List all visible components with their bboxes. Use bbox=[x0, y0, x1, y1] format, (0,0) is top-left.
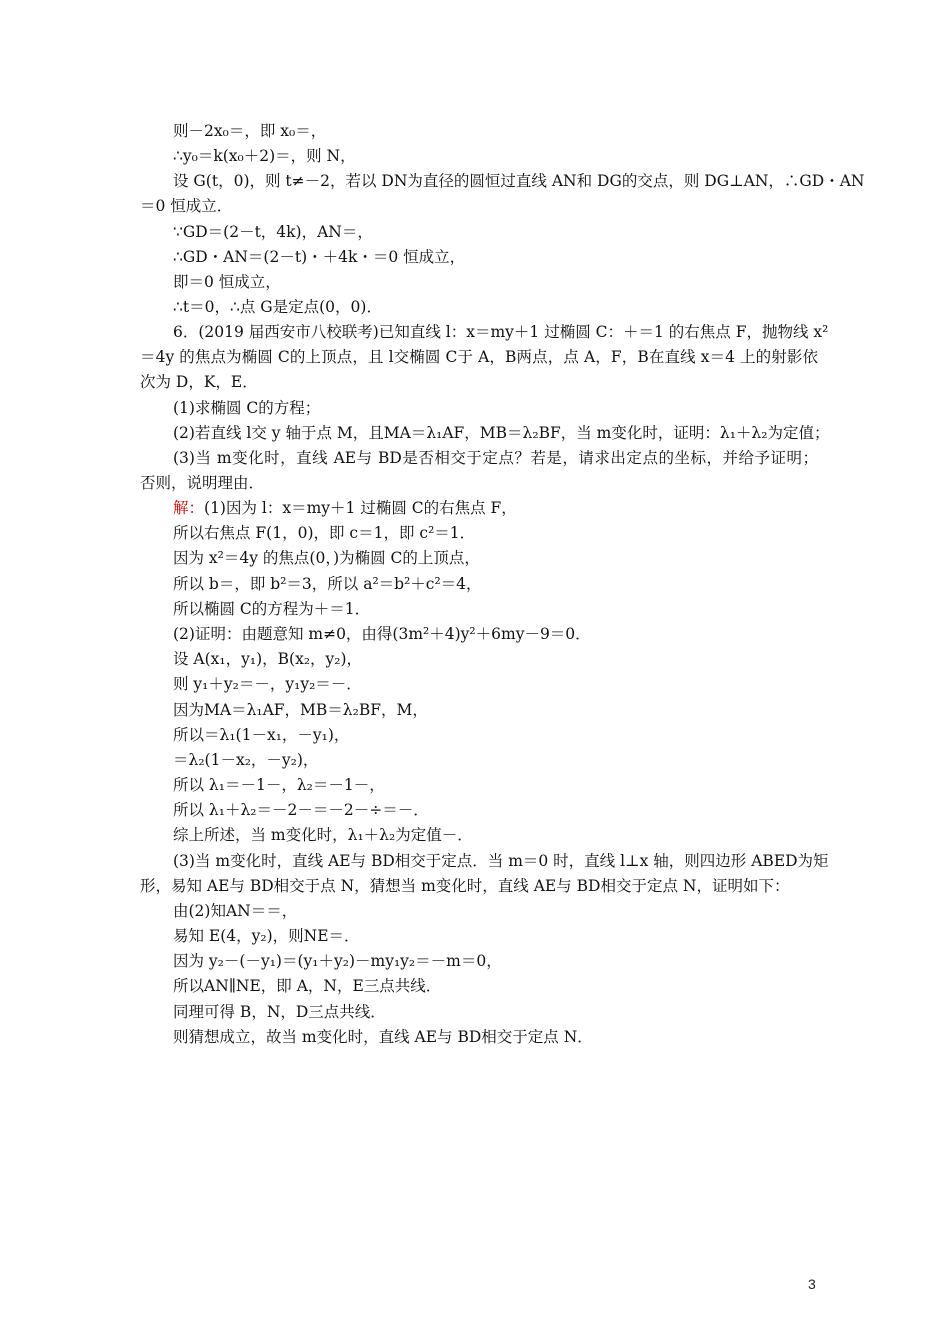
solution-line: 则 y₁＋y₂＝－，y₁y₂＝－． bbox=[173, 675, 362, 693]
solution-line: 所以 b＝，即 b²＝3，所以 a²＝b²＋c²＝4， bbox=[173, 575, 482, 593]
solution-label: 解： bbox=[173, 499, 205, 517]
solution-text: (1)因为 l：x＝my＋1 过椭圆 C的右焦点 F， bbox=[204, 499, 517, 517]
problem-line: 次为 D，K，E． bbox=[140, 373, 258, 391]
solution-line: 同理可得 B，N，D三点共线． bbox=[173, 1003, 386, 1021]
problem-line: ＝4y 的焦点为椭圆 C的上顶点，且 l交椭圆 C于 A，B两点，点 A，F，B在直线 x＝4 上的射影依 bbox=[140, 348, 818, 366]
solution-line: 所以＝λ₁(1－x₁，－y₁)， bbox=[173, 726, 350, 744]
text-line: ∴GD・AN＝(2－t)・＋4k・＝0 恒成立， bbox=[173, 248, 466, 266]
solution-line: 综上所述，当 m变化时，λ₁＋λ₂为定值－． bbox=[173, 826, 473, 844]
solution-first-line bbox=[173, 498, 818, 518]
solution-line: 因为 y₂－(－y₁)＝(y₁＋y₂)－my₁y₂＝－m＝0， bbox=[173, 952, 502, 970]
text-line: ∴y₀＝k(x₀＋2)＝，则 N， bbox=[173, 147, 356, 165]
solution-line: 因为MA＝λ₁AF，MB＝λ₂BF，M， bbox=[173, 701, 428, 719]
problem-line: 6．(2019 届西安市八校联考)已知直线 l：x＝my＋1 过椭圆 C：＋＝1 的右焦点 F，抛物线 x² bbox=[173, 323, 829, 341]
solution-line: 形，易知 AE与 BD相交于点 N，猜想当 m变化时，直线 AE与 BD相交于定点 N，证明如下： bbox=[140, 877, 790, 895]
solution-line: 所以 λ₁＋λ₂＝－2－＝－2－÷＝－． bbox=[173, 801, 429, 819]
text-line: ∴t＝0，∴点 G是定点(0，0)． bbox=[173, 298, 382, 316]
problem-line: (3)当 m变化时，直线 AE与 BD是否相交于定点？若是，请求出定点的坐标，并给予证明； bbox=[173, 449, 818, 467]
text-line: 设 G(t，0)，则 t≠－2，若以 DN为直径的圆恒过直线 AN和 DG的交点，则 DG⊥AN，∴GD・AN bbox=[173, 172, 865, 190]
solution-line: 因为 x²＝4y 的焦点(0，)为椭圆 C的上顶点， bbox=[173, 549, 480, 567]
solution-line: 则猜想成立，故当 m变化时，直线 AE与 BD相交于定点 N． bbox=[173, 1028, 593, 1046]
solution-line: (3)当 m变化时，直线 AE与 BD相交于定点．当 m＝0 时，直线 l⊥x 轴，则四边形 ABED为矩 bbox=[173, 852, 829, 870]
solution-line: 所以椭圆 C的方程为＋＝1． bbox=[173, 600, 371, 618]
solution-line: 所以AN∥NE，即 A，N，E三点共线． bbox=[173, 977, 442, 995]
solution-line: 易知 E(4，y₂)，则NE＝． bbox=[173, 927, 360, 945]
solution-line: ＝λ₂(1－x₂，－y₂)， bbox=[173, 751, 319, 769]
text-line: 则－2x₀＝，即 x₀＝， bbox=[173, 122, 327, 140]
solution-line: 设 A(x₁，y₁)，B(x₂，y₂)， bbox=[173, 650, 363, 668]
problem-line: 否则，说明理由． bbox=[140, 474, 265, 492]
solution-line: (2)证明：由题意知 m≠0，由得(3m²＋4)y²＋6my－9＝0． bbox=[173, 625, 591, 643]
solution-line: 所以 λ₁＝－1－，λ₂＝－1－， bbox=[173, 776, 385, 794]
solution-line: 由(2)知AN＝＝， bbox=[173, 902, 298, 920]
text-line: ＝0 恒成立． bbox=[140, 197, 233, 215]
problem-line: (2)若直线 l交 y 轴于点 M，且MA＝λ₁AF，MB＝λ₂BF，当 m变化时，证明：λ₁＋λ₂为定值； bbox=[173, 424, 830, 442]
text-line: ∵GD＝(2－t，4k)，AN＝， bbox=[173, 223, 373, 241]
text-line: 即＝0 恒成立， bbox=[173, 273, 281, 291]
page-number: 3 bbox=[808, 1276, 816, 1292]
problem-line: (1)求椭圆 C的方程； bbox=[173, 399, 321, 417]
solution-line: 所以右焦点 F(1，0)，即 c＝1，即 c²＝1． bbox=[173, 524, 476, 542]
